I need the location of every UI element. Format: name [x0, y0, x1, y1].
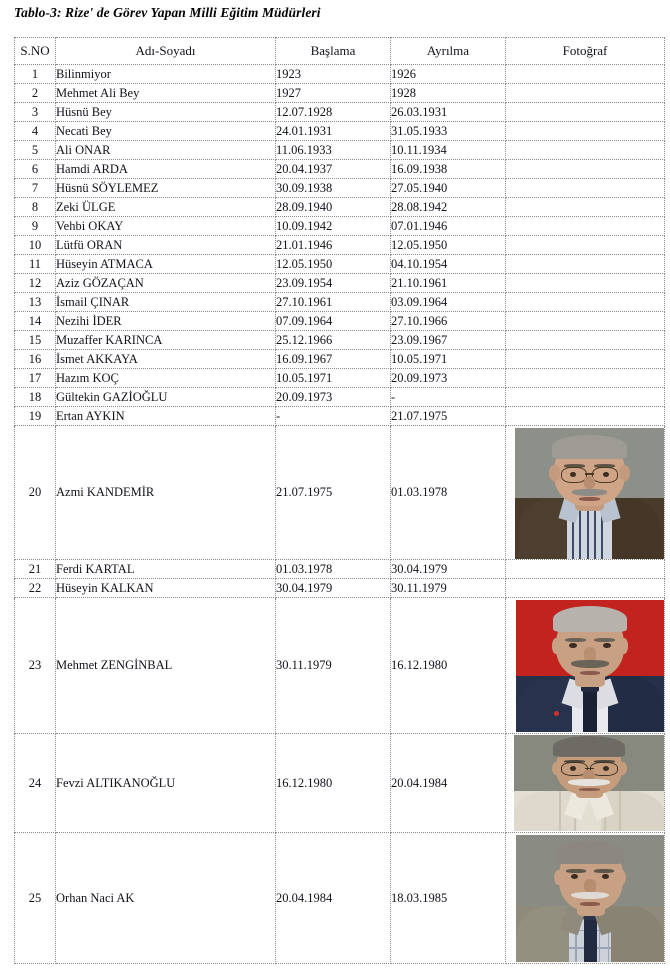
cell-start: 20.04.1937: [276, 160, 391, 179]
cell-name: Ferdi KARTAL: [56, 560, 276, 579]
cell-end: 10.11.1934: [391, 141, 506, 160]
cell-sno: 14: [15, 312, 56, 331]
column-header-sno: S.NO: [15, 38, 56, 65]
cell-end: 04.10.1954: [391, 255, 506, 274]
cell-start: 12.07.1928: [276, 103, 391, 122]
cell-name: Hazım KOÇ: [56, 369, 276, 388]
cell-end: 01.03.1978: [391, 426, 506, 560]
table-row: [15, 598, 665, 734]
cell-end: 30.04.1979: [391, 560, 506, 579]
cell-sno: 2: [15, 84, 56, 103]
cell-start: 25.12.1966: [276, 331, 391, 350]
cell-name: Nezihi İDER: [56, 312, 276, 331]
table-header: [15, 38, 665, 65]
cell-photo-empty: [506, 179, 665, 198]
table-row: [15, 122, 665, 141]
table-row: [15, 312, 665, 331]
cell-sno: 4: [15, 122, 56, 141]
cell-name: Gültekin GAZİOĞLU: [56, 388, 276, 407]
table-row: [15, 65, 665, 84]
cell-end: 1926: [391, 65, 506, 84]
cell-name: Fevzi ALTIKANOĞLU: [56, 734, 276, 833]
cell-end: 31.05.1933: [391, 122, 506, 141]
cell-start: 10.09.1942: [276, 217, 391, 236]
cell-sno: 16: [15, 350, 56, 369]
table-row: [15, 103, 665, 122]
cell-name: Orhan Naci AK: [56, 833, 276, 964]
cell-name: Vehbi OKAY: [56, 217, 276, 236]
cell-end: 16.09.1938: [391, 160, 506, 179]
portrait-fevzi-altikanoglu-photo: [514, 735, 664, 831]
cell-name: Necati Bey: [56, 122, 276, 141]
cell-photo: [506, 734, 665, 833]
cell-sno: 10: [15, 236, 56, 255]
cell-sno: 18: [15, 388, 56, 407]
table-row: [15, 369, 665, 388]
table-row: [15, 426, 665, 560]
cell-sno: 1: [15, 65, 56, 84]
portrait-azmi-kandemir-photo: [515, 428, 664, 559]
cell-name: Azmi KANDEMİR: [56, 426, 276, 560]
table-row: [15, 579, 665, 598]
cell-start: 28.09.1940: [276, 198, 391, 217]
cell-end: 30.11.1979: [391, 579, 506, 598]
cell-start: 1923: [276, 65, 391, 84]
cell-start: 20.09.1973: [276, 388, 391, 407]
cell-end: 03.09.1964: [391, 293, 506, 312]
cell-photo-empty: [506, 331, 665, 350]
cell-name: Muzaffer KARINCA: [56, 331, 276, 350]
cell-name: Hüseyin KALKAN: [56, 579, 276, 598]
table-row: [15, 217, 665, 236]
cell-sno: 21: [15, 560, 56, 579]
cell-end: -: [391, 388, 506, 407]
cell-start: 11.06.1933: [276, 141, 391, 160]
cell-photo-empty: [506, 388, 665, 407]
table-row: [15, 274, 665, 293]
cell-sno: 24: [15, 734, 56, 833]
table-row: [15, 293, 665, 312]
cell-start: 30.09.1938: [276, 179, 391, 198]
cell-start: 16.12.1980: [276, 734, 391, 833]
cell-sno: 25: [15, 833, 56, 964]
cell-end: 18.03.1985: [391, 833, 506, 964]
cell-start: 27.10.1961: [276, 293, 391, 312]
cell-start: 12.05.1950: [276, 255, 391, 274]
cell-sno: 19: [15, 407, 56, 426]
cell-name: Aziz GÖZAÇAN: [56, 274, 276, 293]
cell-name: Hüseyin ATMACA: [56, 255, 276, 274]
column-header-photo: Fotoğraf: [506, 38, 665, 65]
cell-name: İsmet AKKAYA: [56, 350, 276, 369]
cell-photo-empty: [506, 160, 665, 179]
table-row: [15, 350, 665, 369]
table-container: [14, 37, 664, 964]
table-row: [15, 734, 665, 833]
table-row: [15, 84, 665, 103]
cell-sno: 11: [15, 255, 56, 274]
portrait-mehmet-zenginbal-photo: [516, 600, 664, 732]
cell-sno: 13: [15, 293, 56, 312]
cell-sno: 5: [15, 141, 56, 160]
cell-photo-empty: [506, 293, 665, 312]
cell-photo: [506, 598, 665, 734]
cell-start: 21.07.1975: [276, 426, 391, 560]
cell-photo-empty: [506, 350, 665, 369]
cell-end: 28.08.1942: [391, 198, 506, 217]
cell-photo-empty: [506, 255, 665, 274]
cell-name: Lütfü ORAN: [56, 236, 276, 255]
cell-end: 26.03.1931: [391, 103, 506, 122]
cell-photo-empty: [506, 141, 665, 160]
column-header-end: Ayrılma: [391, 38, 506, 65]
cell-start: 07.09.1964: [276, 312, 391, 331]
table-row: [15, 331, 665, 350]
cell-start: 1927: [276, 84, 391, 103]
cell-start: 21.01.1946: [276, 236, 391, 255]
cell-start: 01.03.1978: [276, 560, 391, 579]
cell-end: 10.05.1971: [391, 350, 506, 369]
cell-photo-empty: [506, 65, 665, 84]
cell-name: İsmail ÇINAR: [56, 293, 276, 312]
cell-start: 10.05.1971: [276, 369, 391, 388]
cell-end: 20.04.1984: [391, 734, 506, 833]
cell-sno: 20: [15, 426, 56, 560]
cell-start: 16.09.1967: [276, 350, 391, 369]
cell-photo-empty: [506, 103, 665, 122]
cell-photo-empty: [506, 122, 665, 141]
table-row: [15, 236, 665, 255]
cell-name: Ali ONAR: [56, 141, 276, 160]
portrait-orhan-naci-ak-photo: [516, 835, 664, 962]
cell-photo-empty: [506, 84, 665, 103]
cell-start: 20.04.1984: [276, 833, 391, 964]
table-row: [15, 407, 665, 426]
cell-photo-empty: [506, 236, 665, 255]
cell-name: Mehmet ZENGİNBAL: [56, 598, 276, 734]
directors-table: [14, 37, 665, 964]
cell-start: 24.01.1931: [276, 122, 391, 141]
cell-end: 20.09.1973: [391, 369, 506, 388]
cell-sno: 23: [15, 598, 56, 734]
cell-photo-empty: [506, 274, 665, 293]
cell-name: Hüsnü SÖYLEMEZ: [56, 179, 276, 198]
cell-end: 27.05.1940: [391, 179, 506, 198]
cell-end: 23.09.1967: [391, 331, 506, 350]
cell-photo-empty: [506, 312, 665, 331]
cell-end: 1928: [391, 84, 506, 103]
cell-photo-empty: [506, 560, 665, 579]
table-row: [15, 560, 665, 579]
cell-name: Hüsnü Bey: [56, 103, 276, 122]
table-row: [15, 160, 665, 179]
table-row: [15, 255, 665, 274]
cell-name: Zeki ÜLGE: [56, 198, 276, 217]
cell-end: 21.07.1975: [391, 407, 506, 426]
cell-sno: 9: [15, 217, 56, 236]
cell-end: 16.12.1980: [391, 598, 506, 734]
cell-name: Bilinmiyor: [56, 65, 276, 84]
cell-photo: [506, 426, 665, 560]
cell-sno: 6: [15, 160, 56, 179]
cell-end: 07.01.1946: [391, 217, 506, 236]
cell-end: 27.10.1966: [391, 312, 506, 331]
table-header-row: [15, 38, 665, 65]
table-row: [15, 141, 665, 160]
cell-photo-empty: [506, 369, 665, 388]
cell-sno: 3: [15, 103, 56, 122]
cell-start: 30.04.1979: [276, 579, 391, 598]
cell-sno: 7: [15, 179, 56, 198]
cell-start: 30.11.1979: [276, 598, 391, 734]
cell-photo-empty: [506, 579, 665, 598]
page-title: Tablo-3: Rize' de Görev Yapan Milli Eğitim Müdürleri: [14, 5, 321, 20]
cell-sno: 22: [15, 579, 56, 598]
cell-photo: [506, 833, 665, 964]
cell-name: Mehmet Ali Bey: [56, 84, 276, 103]
column-header-start: Başlama: [276, 38, 391, 65]
table-row: [15, 833, 665, 964]
table-row: [15, 179, 665, 198]
cell-sno: 12: [15, 274, 56, 293]
table-row: [15, 198, 665, 217]
cell-end: 12.05.1950: [391, 236, 506, 255]
cell-sno: 8: [15, 198, 56, 217]
cell-end: 21.10.1961: [391, 274, 506, 293]
cell-name: Hamdi ARDA: [56, 160, 276, 179]
cell-sno: 17: [15, 369, 56, 388]
cell-sno: 15: [15, 331, 56, 350]
cell-start: 23.09.1954: [276, 274, 391, 293]
cell-photo-empty: [506, 198, 665, 217]
cell-name: Ertan AYKIN: [56, 407, 276, 426]
cell-photo-empty: [506, 407, 665, 426]
cell-photo-empty: [506, 217, 665, 236]
table-row: [15, 388, 665, 407]
cell-start: -: [276, 407, 391, 426]
table-body: [15, 65, 665, 964]
column-header-name: Adı-Soyadı: [56, 38, 276, 65]
